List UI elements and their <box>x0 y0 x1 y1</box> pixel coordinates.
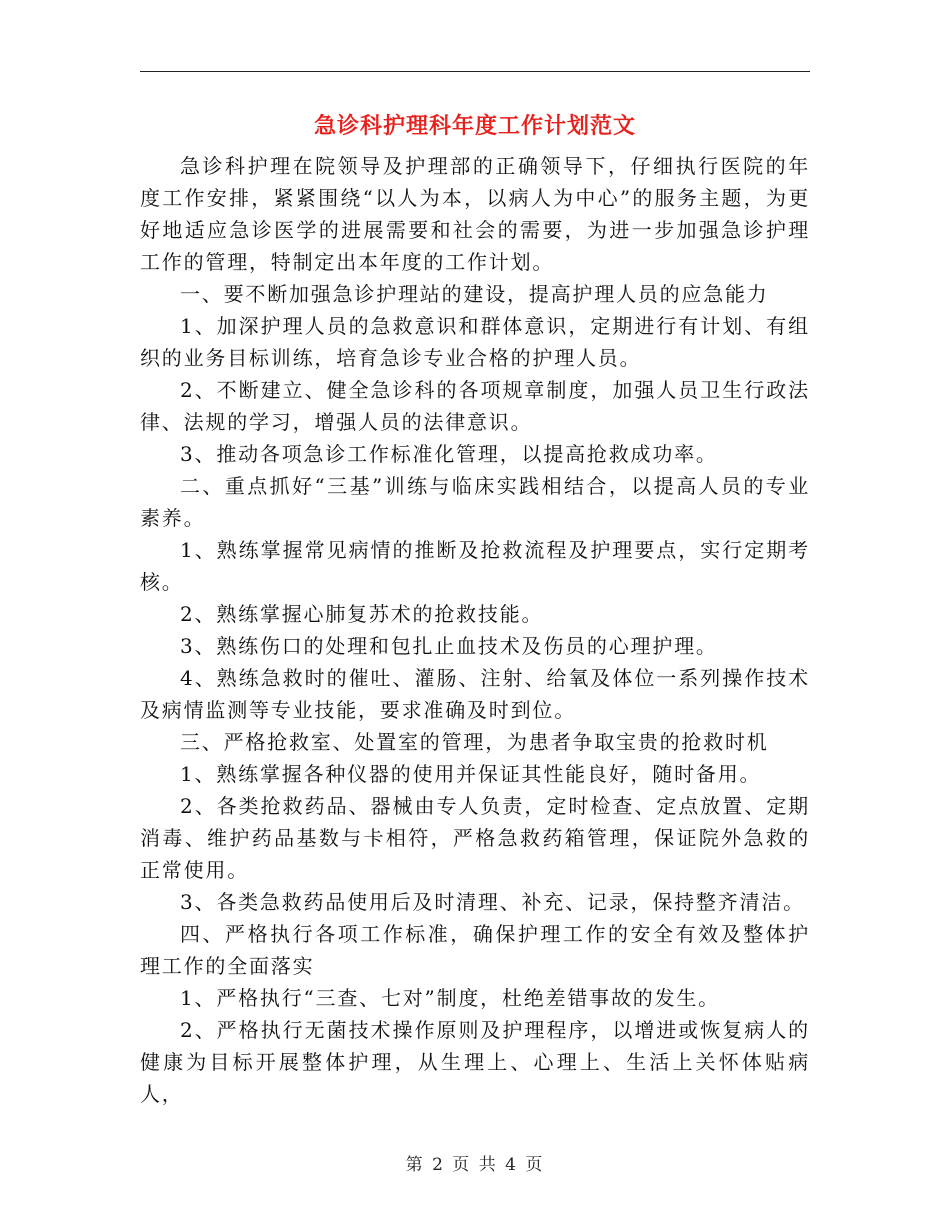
list-item: 4、熟练急救时的催吐、灌肠、注射、给氧及体位一系列操作技术及病情监测等专业技能，要求准确及时到位。 <box>140 666 810 722</box>
list-item: 3、推动各项急诊工作标准化管理，以提高抢救成功率。 <box>180 442 718 466</box>
section-heading-3: 三、严格抢救室、处置室的管理，为患者争取宝贵的抢救时机 <box>180 730 769 754</box>
section-heading-2: 二、重点抓好“三基”训练与临床实践相结合，以提高人员的专业素养。 <box>140 474 810 530</box>
document-body <box>140 150 810 1110</box>
paragraph-intro: 急诊科护理在院领导及护理部的正确领导下，仔细执行医院的年度工作安排，紧紧围绕“以人为本，以病人为中心”的服务主题，为更好地适应急诊医学的进展需要和社会的需要，为进一步加强急诊护理工作的管理，特制定出本年度的工作计划。 <box>140 154 810 274</box>
list-item: 1、熟练掌握常见病情的推断及抢救流程及护理要点，实行定期考核。 <box>140 538 810 594</box>
list-item: 1、熟练掌握各种仪器的使用并保证其性能良好，随时备用。 <box>180 762 762 786</box>
list-item: 2、熟练掌握心肺复苏术的抢救技能。 <box>180 602 544 626</box>
list-item: 2、各类抢救药品、器械由专人负责，定时检查、定点放置、定期消毒、维护药品基数与卡相符，严格急救药箱管理，保证院外急救的正常使用。 <box>140 794 810 882</box>
list-item: 2、严格执行无菌技术操作原则及护理程序，以增进或恢复病人的健康为目标开展整体护理，从生理上、心理上、生活上关怀体贴病人， <box>140 1018 810 1106</box>
list-item: 1、加深护理人员的急救意识和群体意识，定期进行有计划、有组织的业务目标训练，培育急诊专业合格的护理人员。 <box>140 314 810 370</box>
section-heading-4: 四、严格执行各项工作标准，确保护理工作的安全有效及整体护理工作的全面落实 <box>140 922 810 978</box>
list-item: 3、各类急救药品使用后及时清理、补充、记录，保持整齐清洁。 <box>180 890 805 914</box>
document-title: 急诊科护理科年度工作计划范文 <box>313 113 636 139</box>
list-item: 2、不断建立、健全急诊科的各项规章制度，加强人员卫生行政法律、法规的学习，增强人员的法律意识。 <box>140 378 810 434</box>
page-number: 第 2 页 共 4 页 <box>405 1155 545 1175</box>
section-heading-1: 一、要不断加强急诊护理站的建设，提高护理人员的应急能力 <box>180 282 769 306</box>
header-rule <box>140 71 810 72</box>
list-item: 3、熟练伤口的处理和包扎止血技术及伤员的心理护理。 <box>180 634 718 658</box>
list-item: 1、严格执行“三查、七对”制度，杜绝差错事故的发生。 <box>180 986 720 1010</box>
